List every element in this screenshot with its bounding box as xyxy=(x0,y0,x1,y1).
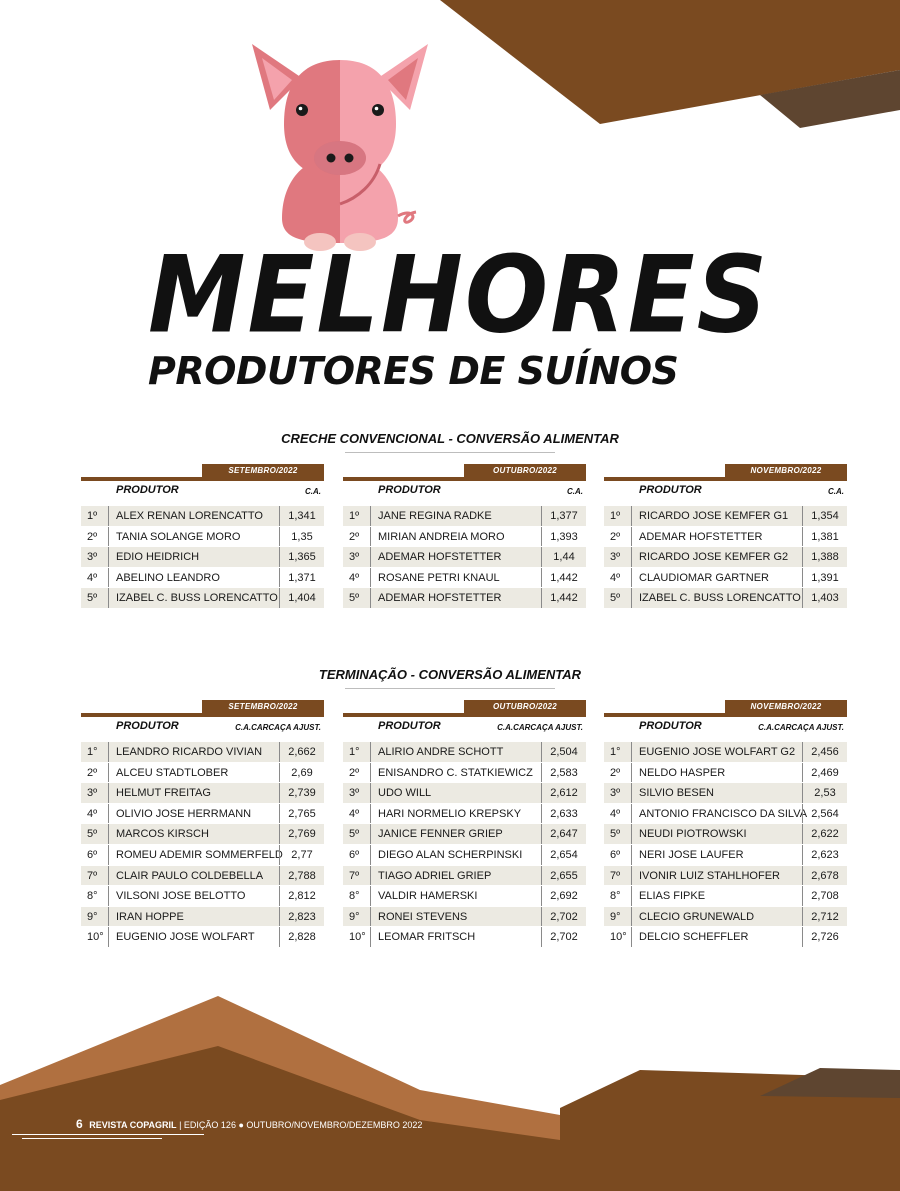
ranking-table xyxy=(81,700,324,947)
ranking-table xyxy=(604,700,847,947)
producer-name: CLAUDIOMAR GARTNER xyxy=(631,568,769,588)
conversion-value: 2,53 xyxy=(802,783,847,803)
rank-position: 10° xyxy=(349,931,366,944)
producer-name: DIEGO ALAN SCHERPINSKI xyxy=(370,845,522,865)
magazine-name: REVISTA COPAGRIL xyxy=(89,1120,177,1130)
rank-position: 5º xyxy=(349,592,360,605)
column-header-value: C.A. xyxy=(567,487,583,496)
producer-name: ADEMAR HOFSTETTER xyxy=(631,527,762,547)
conversion-value: 2,612 xyxy=(541,783,586,803)
producer-name: ALCEU STADTLOBER xyxy=(108,763,228,783)
producer-name: ANTONIO FRANCISCO DA SILVA xyxy=(631,804,807,824)
ranking-table xyxy=(343,464,586,608)
table-row xyxy=(604,782,847,803)
producer-name: CLECIO GRUNEWALD xyxy=(631,907,754,927)
rank-position: 6º xyxy=(349,848,360,861)
month-label: SETEMBRO/2022 xyxy=(202,464,324,477)
producer-name: EDIO HEIDRICH xyxy=(108,547,199,567)
footer-separator: | xyxy=(179,1120,182,1130)
table-header xyxy=(604,481,847,505)
column-header-value: C.A. xyxy=(828,487,844,496)
conversion-value: 2,823 xyxy=(279,907,324,927)
rank-position: 6º xyxy=(87,848,98,861)
conversion-value: 2,702 xyxy=(541,907,586,927)
producer-name: TIAGO ADRIEL GRIEP xyxy=(370,866,491,886)
rank-position: 3º xyxy=(87,551,98,564)
rank-position: 1° xyxy=(610,746,621,758)
table-row xyxy=(81,762,324,783)
table-row xyxy=(81,567,324,588)
conversion-value: 1,442 xyxy=(541,568,586,588)
table-row xyxy=(343,926,586,947)
conversion-value: 1,377 xyxy=(541,506,586,526)
producer-name: ALEX RENAN LORENCATTO xyxy=(108,506,263,526)
table-row xyxy=(343,885,586,906)
producer-name: HARI NORMELIO KREPSKY xyxy=(370,804,521,824)
section-title-text: TERMINAÇÃO - CONVERSÃO ALIMENTAR xyxy=(318,667,582,682)
producer-name: ABELINO LEANDRO xyxy=(108,568,220,588)
rank-position: 2º xyxy=(349,530,360,543)
conversion-value: 2,712 xyxy=(802,907,847,927)
producer-name: IZABEL C. BUSS LORENCATTO xyxy=(108,588,278,608)
conversion-value: 2,765 xyxy=(279,804,324,824)
conversion-value: 2,633 xyxy=(541,804,586,824)
conversion-value: 2,564 xyxy=(802,804,847,824)
conversion-value: 1,44 xyxy=(541,547,586,567)
table-row xyxy=(604,505,847,526)
rank-position: 2º xyxy=(87,766,98,779)
conversion-value: 2,622 xyxy=(802,824,847,844)
page-number: 6 xyxy=(76,1117,83,1131)
conversion-value: 1,442 xyxy=(541,588,586,608)
rank-position: 9° xyxy=(610,910,621,923)
conversion-value: 1,404 xyxy=(279,588,324,608)
rank-position: 3º xyxy=(87,787,98,800)
table-row xyxy=(343,505,586,526)
footer-rule xyxy=(22,1138,162,1139)
table-row xyxy=(604,803,847,824)
producer-name: ELIAS FIPKE xyxy=(631,886,705,906)
section-divider xyxy=(345,452,555,453)
table-row xyxy=(343,803,586,824)
rank-position: 6º xyxy=(610,848,621,861)
producer-name: RICARDO JOSE KEMFER G1 xyxy=(631,506,788,526)
table-row xyxy=(604,587,847,608)
rank-position: 3º xyxy=(610,787,621,800)
producer-name: ADEMAR HOFSTETTER xyxy=(370,547,501,567)
rank-position: 4º xyxy=(349,571,360,584)
conversion-value: 1,403 xyxy=(802,588,847,608)
table-header xyxy=(604,717,847,741)
rank-position: 3º xyxy=(610,551,621,564)
conversion-value: 2,769 xyxy=(279,824,324,844)
conversion-value: 1,341 xyxy=(279,506,324,526)
table-row xyxy=(343,567,586,588)
conversion-value: 1,354 xyxy=(802,506,847,526)
conversion-value: 2,469 xyxy=(802,763,847,783)
rank-position: 5º xyxy=(610,592,621,605)
producer-name: IVONIR LUIZ STAHLHOFER xyxy=(631,866,780,886)
conversion-value: 2,69 xyxy=(279,763,324,783)
producer-name: ALIRIO ANDRE SCHOTT xyxy=(370,742,503,762)
table-row xyxy=(604,762,847,783)
conversion-value: 2,828 xyxy=(279,927,324,947)
column-header-producer: PRODUTOR xyxy=(639,720,702,732)
rank-position: 9° xyxy=(87,910,98,923)
rank-position: 1º xyxy=(610,510,621,522)
table-header xyxy=(343,717,586,741)
rank-position: 7º xyxy=(349,869,360,882)
table-row xyxy=(343,526,586,547)
table-row xyxy=(343,546,586,567)
conversion-value: 2,702 xyxy=(541,927,586,947)
producer-name: VALDIR HAMERSKI xyxy=(370,886,477,906)
table-header xyxy=(343,481,586,505)
table-row xyxy=(604,926,847,947)
producer-name: DELCIO SCHEFFLER xyxy=(631,927,748,947)
producer-name: NEUDI PIOTROWSKI xyxy=(631,824,747,844)
producer-name: NELDO HASPER xyxy=(631,763,725,783)
conversion-value: 1,388 xyxy=(802,547,847,567)
month-label: OUTUBRO/2022 xyxy=(464,464,586,477)
producer-name: CLAIR PAULO COLDEBELLA xyxy=(108,866,263,886)
producer-name: MARCOS KIRSCH xyxy=(108,824,209,844)
table-row xyxy=(604,567,847,588)
table-row xyxy=(604,546,847,567)
conversion-value: 2,583 xyxy=(541,763,586,783)
rank-position: 1° xyxy=(87,746,98,758)
conversion-value: 1,35 xyxy=(279,527,324,547)
conversion-value: 1,365 xyxy=(279,547,324,567)
rank-position: 10° xyxy=(87,931,104,944)
table-row xyxy=(81,587,324,608)
producer-name: LEANDRO RICARDO VIVIAN xyxy=(108,742,262,762)
rank-position: 2º xyxy=(349,766,360,779)
table-row xyxy=(343,844,586,865)
rank-position: 5º xyxy=(610,828,621,841)
rank-position: 7º xyxy=(610,869,621,882)
conversion-value: 1,381 xyxy=(802,527,847,547)
section-title-creche xyxy=(0,431,900,453)
conversion-value: 2,647 xyxy=(541,824,586,844)
conversion-value: 1,393 xyxy=(541,527,586,547)
producer-name: UDO WILL xyxy=(370,783,431,803)
month-label: NOVEMBRO/2022 xyxy=(725,464,847,477)
ranking-table xyxy=(343,700,586,947)
conversion-value: 2,739 xyxy=(279,783,324,803)
rank-position: 4º xyxy=(349,807,360,820)
rank-position: 3º xyxy=(349,787,360,800)
conversion-value: 2,692 xyxy=(541,886,586,906)
table-row xyxy=(604,526,847,547)
rank-position: 4º xyxy=(87,571,98,584)
table-row xyxy=(604,741,847,762)
pig-illustration xyxy=(240,38,440,253)
table-row xyxy=(343,587,586,608)
table-row xyxy=(81,526,324,547)
producer-name: ENISANDRO C. STATKIEWICZ xyxy=(370,763,533,783)
table-row xyxy=(81,782,324,803)
table-row xyxy=(604,865,847,886)
conversion-value: 2,655 xyxy=(541,866,586,886)
table-row xyxy=(604,885,847,906)
column-header-value: C.A. xyxy=(305,487,321,496)
table-row xyxy=(81,741,324,762)
page-footer xyxy=(76,1117,422,1131)
conversion-value: 2,456 xyxy=(802,742,847,762)
column-header-producer: PRODUTOR xyxy=(116,484,179,496)
rank-position: 9° xyxy=(349,910,360,923)
table-row xyxy=(343,865,586,886)
producer-name: EUGENIO JOSE WOLFART xyxy=(108,927,255,947)
conversion-value: 2,708 xyxy=(802,886,847,906)
table-row xyxy=(81,844,324,865)
rank-position: 2º xyxy=(610,530,621,543)
column-header-producer: PRODUTOR xyxy=(639,484,702,496)
rank-position: 3º xyxy=(349,551,360,564)
producer-name: RONEI STEVENS xyxy=(370,907,467,927)
producer-name: VILSONI JOSE BELOTTO xyxy=(108,886,245,906)
rank-position: 8° xyxy=(349,890,360,903)
producer-name: TANIA SOLANGE MORO xyxy=(108,527,241,547)
table-row xyxy=(343,762,586,783)
table-row xyxy=(604,906,847,927)
producer-name: NERI JOSE LAUFER xyxy=(631,845,744,865)
rank-position: 1º xyxy=(349,510,360,522)
page-subtitle: PRODUTORES DE SUÍNOS xyxy=(148,349,679,393)
producer-name: JANE REGINA RADKE xyxy=(370,506,492,526)
conversion-value: 2,77 xyxy=(279,845,324,865)
edition-info: EDIÇÃO 126 ● OUTUBRO/NOVEMBRO/DEZEMBRO 2022 xyxy=(183,1120,423,1130)
rank-position: 7º xyxy=(87,869,98,882)
table-row xyxy=(81,926,324,947)
rank-position: 8° xyxy=(610,890,621,903)
table-row xyxy=(343,782,586,803)
rank-position: 5º xyxy=(87,828,98,841)
producer-name: RICARDO JOSE KEMFER G2 xyxy=(631,547,788,567)
rank-position: 4º xyxy=(610,571,621,584)
rank-position: 2º xyxy=(87,530,98,543)
column-header-value: C.A.CARCAÇA AJUST. xyxy=(497,723,583,732)
month-label: SETEMBRO/2022 xyxy=(202,700,324,713)
conversion-value: 2,504 xyxy=(541,742,586,762)
producer-name: IZABEL C. BUSS LORENCATTO xyxy=(631,588,801,608)
producer-name: OLIVIO JOSE HERRMANN xyxy=(108,804,251,824)
section-title-terminacao xyxy=(0,667,900,689)
ranking-table xyxy=(604,464,847,608)
month-label: OUTUBRO/2022 xyxy=(464,700,586,713)
producer-name: ADEMAR HOFSTETTER xyxy=(370,588,501,608)
rank-position: 1° xyxy=(349,746,360,758)
conversion-value: 2,678 xyxy=(802,866,847,886)
rank-position: 10° xyxy=(610,931,627,944)
rank-position: 1º xyxy=(87,510,98,522)
section-divider xyxy=(345,688,555,689)
month-label: NOVEMBRO/2022 xyxy=(725,700,847,713)
producer-name: ROMEU ADEMIR SOMMERFELD xyxy=(108,845,283,865)
conversion-value: 2,623 xyxy=(802,845,847,865)
rank-position: 4º xyxy=(610,807,621,820)
ranking-table xyxy=(81,464,324,608)
producer-name: ROSANE PETRI KNAUL xyxy=(370,568,500,588)
page-title: MELHORES xyxy=(148,234,770,358)
producer-name: EUGENIO JOSE WOLFART G2 xyxy=(631,742,795,762)
table-row xyxy=(81,546,324,567)
table-header xyxy=(81,717,324,741)
table-row xyxy=(343,906,586,927)
table-row xyxy=(81,803,324,824)
table-row xyxy=(604,844,847,865)
column-header-value: C.A.CARCAÇA AJUST. xyxy=(235,723,321,732)
producer-name: MIRIAN ANDREIA MORO xyxy=(370,527,505,547)
conversion-value: 2,662 xyxy=(279,742,324,762)
column-header-producer: PRODUTOR xyxy=(378,484,441,496)
column-header-producer: PRODUTOR xyxy=(378,720,441,732)
table-row xyxy=(81,823,324,844)
footer-rule xyxy=(12,1134,204,1135)
rank-position: 4º xyxy=(87,807,98,820)
rank-position: 8° xyxy=(87,890,98,903)
rank-position: 5º xyxy=(349,828,360,841)
table-row xyxy=(343,741,586,762)
column-header-producer: PRODUTOR xyxy=(116,720,179,732)
conversion-value: 2,788 xyxy=(279,866,324,886)
rank-position: 2º xyxy=(610,766,621,779)
table-row xyxy=(81,505,324,526)
conversion-value: 1,371 xyxy=(279,568,324,588)
producer-name: HELMUT FREITAG xyxy=(108,783,211,803)
rank-position: 5º xyxy=(87,592,98,605)
producer-name: JANICE FENNER GRIEP xyxy=(370,824,503,844)
conversion-value: 2,726 xyxy=(802,927,847,947)
table-row xyxy=(343,823,586,844)
producer-name: LEOMAR FRITSCH xyxy=(370,927,475,947)
conversion-value: 1,391 xyxy=(802,568,847,588)
producer-name: IRAN HOPPE xyxy=(108,907,184,927)
column-header-value: C.A.CARCAÇA AJUST. xyxy=(758,723,844,732)
table-row xyxy=(81,885,324,906)
table-row xyxy=(604,823,847,844)
table-header xyxy=(81,481,324,505)
table-row xyxy=(81,906,324,927)
table-row xyxy=(81,865,324,886)
conversion-value: 2,654 xyxy=(541,845,586,865)
producer-name: SILVIO BESEN xyxy=(631,783,714,803)
section-title-text: CRECHE CONVENCIONAL - CONVERSÃO ALIMENTAR xyxy=(281,431,619,446)
conversion-value: 2,812 xyxy=(279,886,324,906)
